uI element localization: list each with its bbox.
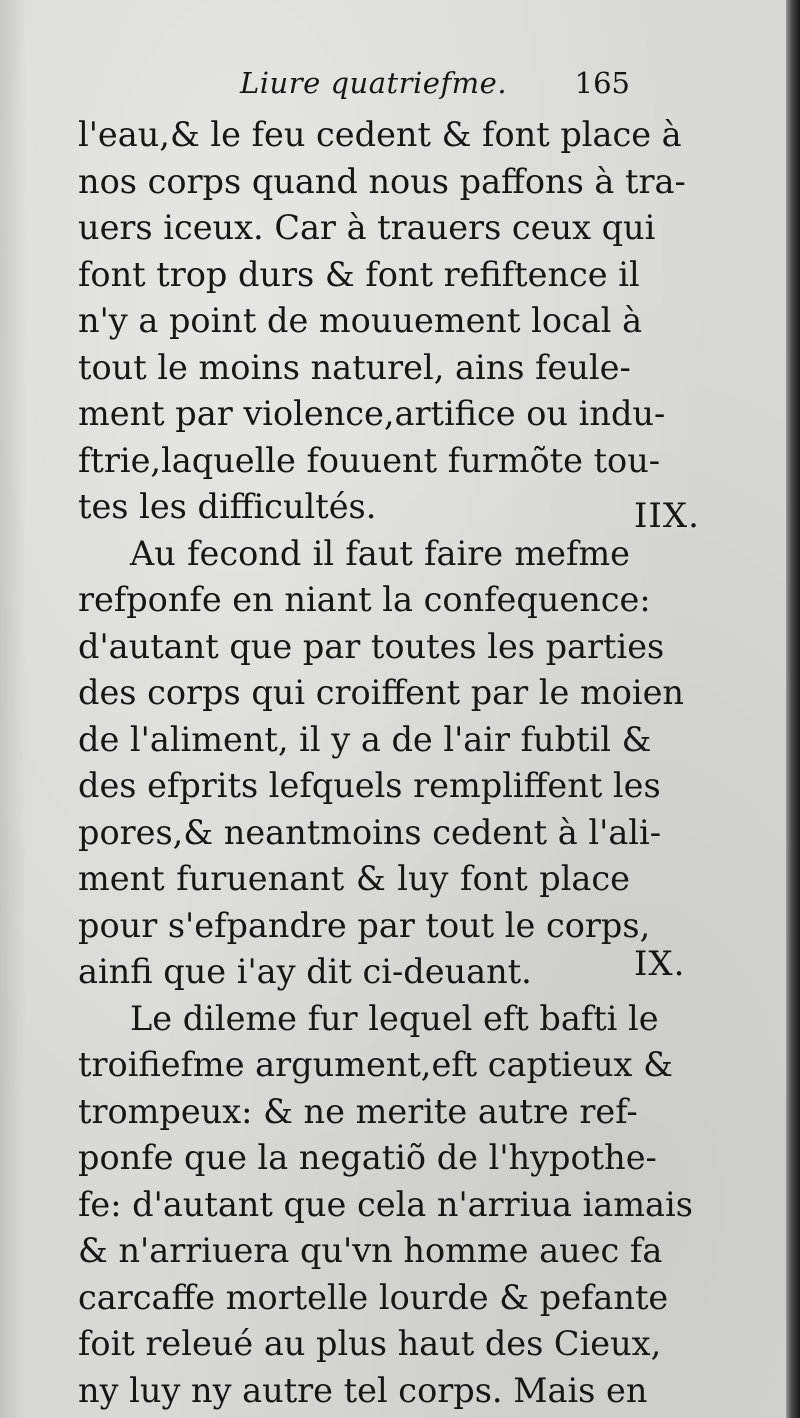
text-line: pores,& neantmoins cedent à l'ali- [78, 812, 662, 852]
text-line: ment furuenant & luy font place [78, 859, 630, 898]
running-head [240, 66, 630, 110]
text-line: d'autant que par toutes les parties [78, 626, 665, 666]
page-shadow [0, 0, 26, 1418]
text-line: uers iceux. Car à trauers ceux qui [78, 208, 656, 247]
text-line: tout le moins naturel, ains feule- [78, 347, 631, 387]
text-line: foit releué au plus haut des Cieux, [78, 1324, 662, 1363]
text-line: refponfe en niant la confequence: [78, 580, 651, 619]
running-title: Liure quatriefme. [240, 66, 508, 100]
text-line: n'y a point de mouuement local à [78, 301, 643, 340]
text-line: tes les difficultés. [78, 487, 377, 526]
text-line: & n'arriuera qu'vn homme auec fa [78, 1231, 663, 1270]
text-line: des efprits lefquels rempliffent les [78, 766, 661, 805]
text-line: font trop durs & font refiftence il [78, 254, 640, 294]
paragraph-first-line: Au fecond il faut faire mefme [130, 533, 630, 573]
text-line: ponfe que la negatiõ de l'hypothe- [78, 1138, 657, 1177]
text-line: ftrie,laquelle fouuent furmõte tou- [78, 440, 661, 480]
marginal-note: IX. [634, 944, 686, 984]
text-line: ainfi que i'ay dit ci-deuant. [78, 952, 532, 991]
text-line: trompeux: & ne merite autre ref- [78, 1091, 638, 1131]
text-line: ny luy ny autre tel corps. Mais en [78, 1370, 648, 1410]
text-line: fe: d'autant que cela n'arriua iamais [78, 1184, 693, 1224]
text-line: troifiefme argument,eft captieux & [78, 1045, 673, 1084]
text-line: ment par violence,artifice ou indu- [78, 394, 666, 433]
text-line: des corps qui croiffent par le moien [78, 673, 685, 712]
text-line: l'eau,& le feu cedent & font place à [78, 115, 682, 154]
marginal-note: IIX. [634, 496, 700, 536]
text-line: de l'aliment, il y a de l'air fubtil & [78, 719, 652, 759]
text-line: carcaffe mortelle lourde & pefante [78, 1277, 669, 1317]
text-line: pour s'efpandre par tout le corps, [78, 905, 651, 945]
paragraph-first-line: Le dileme fur lequel eft bafti le [130, 998, 659, 1038]
text-line: nos corps quand nous paffons à tra- [78, 161, 686, 201]
binding-edge [786, 0, 800, 1418]
page-number: 165 [574, 66, 630, 100]
